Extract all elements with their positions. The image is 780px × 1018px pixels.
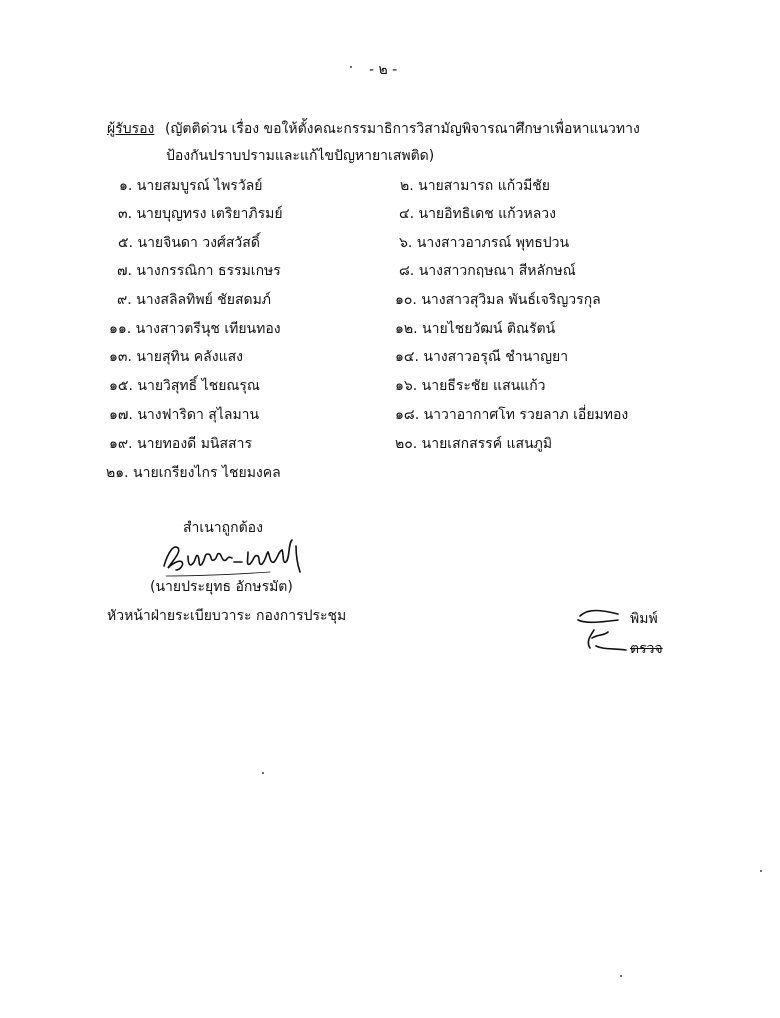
scan-speck <box>760 870 762 872</box>
checked-by-label: ตรวจ <box>630 641 663 657</box>
typist-initials <box>572 604 632 658</box>
list-item: ๒๐. นายเสกสรรค์ แสนภูมิ <box>395 436 553 452</box>
list-item: ๗. นางกรรณิกา ธรรมเกษร <box>117 263 281 279</box>
list-item: ๑๙. นายทองดี มนิสสาร <box>109 436 252 452</box>
scan-speck <box>262 772 264 774</box>
list-item: ๑๓. นายสุทิน คลังแสง <box>109 349 243 365</box>
list-item: ๒. นายสามารถ แก้วมีชัย <box>400 178 551 194</box>
list-item: ๑๑. นางสาวตรีนุช เทียนทอง <box>109 321 281 337</box>
page-number: - ๒ - <box>369 62 398 78</box>
motion-title-line1: (ญัตติด่วน เรื่อง ขอให้ตั้งคณะกรรมาธิการวิสามัญพิจารณาศึกษาเพื่อหาแนวทาง <box>165 121 640 137</box>
scan-speck <box>620 975 622 977</box>
list-item: ๙. นางสลิลทิพย์ ชัยสดมภ์ <box>117 292 272 308</box>
motion-title-line2: ป้องกันปราบปรามและแก้ไขปัญหายาเสพติด) <box>166 148 435 164</box>
list-item: ๒๑. นายเกรียงไกร ไชยมงคล <box>106 465 281 481</box>
list-item: ๕. นายจินดา วงศ์สวัสดิ์ <box>118 235 260 251</box>
list-item: ๑๔. นางสาวอรุณี ชำนาญยา <box>395 349 569 365</box>
list-item: ๑๒. นายไชยวัฒน์ ติณรัตน์ <box>395 321 556 337</box>
certifier-name: (นายประยุทธ อักษรมัต) <box>150 579 293 595</box>
list-item: ๑๗. นางฟาริดา สุไลมาน <box>109 407 260 423</box>
scan-speck <box>350 66 352 68</box>
list-item: ๑. นายสมบูรณ์ ไพรวัลย์ <box>119 178 263 194</box>
list-item: ๖. นางสาวอาภรณ์ พุทธปวน <box>399 235 570 251</box>
list-item: ๑๖. นายธีระชัย แสนแก้ว <box>395 378 546 394</box>
list-item: ๑๘. นาวาอากาศโท รวยลาภ เอี่ยมทอง <box>395 407 629 423</box>
endorsers-label: ผู้รับรอง <box>107 121 155 137</box>
handwritten-signature <box>160 532 310 580</box>
certified-copy-label: สำเนาถูกต้อง <box>183 520 263 536</box>
list-item: ๓. นายบุญทรง เตริยาภิรมย์ <box>118 206 283 222</box>
typed-by-label: พิมพ์ <box>630 611 658 627</box>
list-item: ๘. นางสาวกฤษณา สีหลักษณ์ <box>399 263 576 279</box>
certifier-position: หัวหน้าฝ่ายระเบียบวาระ กองการประชุม <box>107 608 347 624</box>
list-item: ๑๐. นางสาวสุวิมล พันธ์เจริญวรกุล <box>395 292 601 308</box>
list-item: ๑๕. นายวิสุทธิ์ ไชยณรุณ <box>109 378 260 394</box>
list-item: ๔. นายอิทธิเดช แก้วหลวง <box>399 206 557 222</box>
